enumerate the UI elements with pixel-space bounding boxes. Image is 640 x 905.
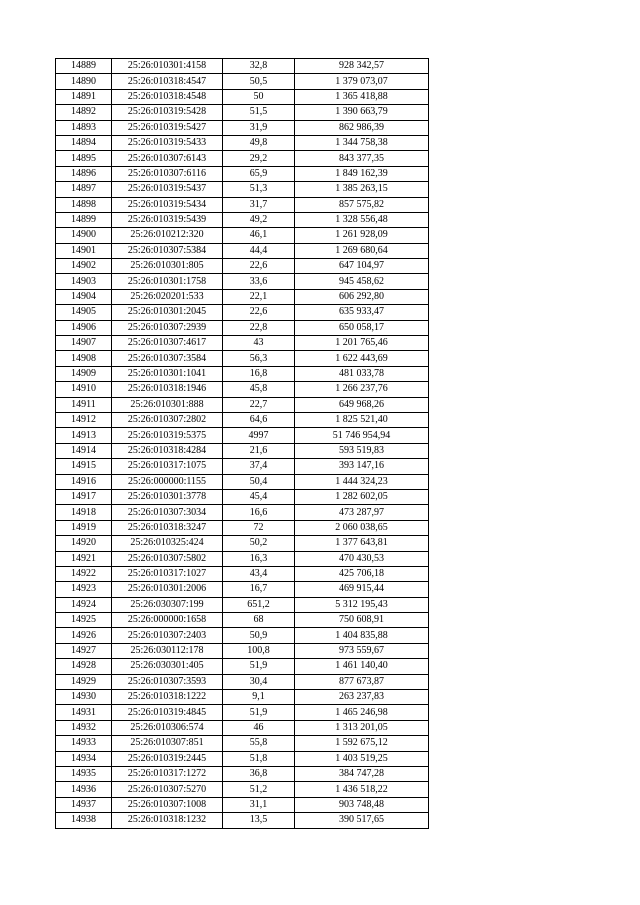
cadastral-number-cell: 25:26:010317:1272 <box>112 766 223 781</box>
area-cell: 16,6 <box>223 505 295 520</box>
area-cell: 50,5 <box>223 74 295 89</box>
table-row <box>56 782 429 797</box>
area-cell: 43 <box>223 336 295 351</box>
cadastral-value-cell: 469 915,44 <box>295 582 429 597</box>
cadastral-number-cell: 25:26:010301:2006 <box>112 582 223 597</box>
row-number-cell: 14925 <box>56 613 112 628</box>
table-row <box>56 428 429 443</box>
cadastral-value-cell: 1 444 324,23 <box>295 474 429 489</box>
cadastral-number-cell: 25:26:010318:1222 <box>112 690 223 705</box>
cadastral-value-cell: 877 673,87 <box>295 674 429 689</box>
area-cell: 29,2 <box>223 151 295 166</box>
table-row <box>56 274 429 289</box>
cadastral-value-cell: 390 517,65 <box>295 813 429 828</box>
area-cell: 51,8 <box>223 751 295 766</box>
cadastral-value-cell: 2 060 038,65 <box>295 520 429 535</box>
cadastral-value-cell: 1 313 201,05 <box>295 720 429 735</box>
cadastral-number-cell: 25:26:010318:4284 <box>112 443 223 458</box>
table-row <box>56 628 429 643</box>
table-row <box>56 751 429 766</box>
cadastral-value-cell: 1 849 162,39 <box>295 166 429 181</box>
cadastral-value-table <box>55 58 429 829</box>
row-number-cell: 14931 <box>56 705 112 720</box>
area-cell: 56,3 <box>223 351 295 366</box>
table-row <box>56 597 429 612</box>
table-row <box>56 690 429 705</box>
row-number-cell: 14890 <box>56 74 112 89</box>
cadastral-value-cell: 5 312 195,43 <box>295 597 429 612</box>
area-cell: 9,1 <box>223 690 295 705</box>
cadastral-value-cell: 1 201 765,46 <box>295 336 429 351</box>
cadastral-number-cell: 25:26:010212:320 <box>112 228 223 243</box>
row-number-cell: 14913 <box>56 428 112 443</box>
area-cell: 46,1 <box>223 228 295 243</box>
table-row <box>56 489 429 504</box>
row-number-cell: 14909 <box>56 366 112 381</box>
cadastral-number-cell: 25:26:010319:5434 <box>112 197 223 212</box>
row-number-cell: 14936 <box>56 782 112 797</box>
area-cell: 36,8 <box>223 766 295 781</box>
row-number-cell: 14921 <box>56 551 112 566</box>
cadastral-value-cell: 1 377 643,81 <box>295 536 429 551</box>
area-cell: 37,4 <box>223 459 295 474</box>
cadastral-value-cell: 1 404 835,88 <box>295 628 429 643</box>
row-number-cell: 14915 <box>56 459 112 474</box>
area-cell: 46 <box>223 720 295 735</box>
table-row <box>56 766 429 781</box>
cadastral-value-cell: 1 269 680,64 <box>295 243 429 258</box>
table-row <box>56 736 429 751</box>
area-cell: 49,2 <box>223 212 295 227</box>
cadastral-number-cell: 25:26:010307:851 <box>112 736 223 751</box>
cadastral-value-cell: 647 104,97 <box>295 259 429 274</box>
row-number-cell: 14902 <box>56 259 112 274</box>
cadastral-value-cell: 928 342,57 <box>295 59 429 74</box>
table-row <box>56 351 429 366</box>
row-number-cell: 14919 <box>56 520 112 535</box>
area-cell: 51,9 <box>223 659 295 674</box>
table-row <box>56 705 429 720</box>
table-row <box>56 582 429 597</box>
row-number-cell: 14912 <box>56 412 112 427</box>
area-cell: 32,8 <box>223 59 295 74</box>
table-row <box>56 305 429 320</box>
cadastral-number-cell: 25:26:010318:3247 <box>112 520 223 535</box>
table-body <box>56 59 429 829</box>
area-cell: 651,2 <box>223 597 295 612</box>
cadastral-value-cell: 1 266 237,76 <box>295 382 429 397</box>
row-number-cell: 14892 <box>56 105 112 120</box>
row-number-cell: 14914 <box>56 443 112 458</box>
cadastral-value-cell: 903 748,48 <box>295 797 429 812</box>
cadastral-number-cell: 25:26:010319:5428 <box>112 105 223 120</box>
row-number-cell: 14924 <box>56 597 112 612</box>
cadastral-number-cell: 25:26:010301:1758 <box>112 274 223 289</box>
cadastral-value-cell: 606 292,80 <box>295 289 429 304</box>
cadastral-number-cell: 25:26:000000:1658 <box>112 613 223 628</box>
cadastral-number-cell: 25:26:010307:5270 <box>112 782 223 797</box>
row-number-cell: 14897 <box>56 182 112 197</box>
cadastral-value-cell: 1 328 556,48 <box>295 212 429 227</box>
table-row <box>56 659 429 674</box>
cadastral-number-cell: 25:26:010301:2045 <box>112 305 223 320</box>
area-cell: 16,3 <box>223 551 295 566</box>
cadastral-number-cell: 25:26:030307:199 <box>112 597 223 612</box>
cadastral-value-cell: 1 465 246,98 <box>295 705 429 720</box>
cadastral-value-cell: 1 390 663,79 <box>295 105 429 120</box>
cadastral-value-cell: 425 706,18 <box>295 566 429 581</box>
cadastral-number-cell: 25:26:010301:4158 <box>112 59 223 74</box>
cadastral-number-cell: 25:26:000000:1155 <box>112 474 223 489</box>
table-row <box>56 551 429 566</box>
area-cell: 45,8 <box>223 382 295 397</box>
table-row <box>56 813 429 828</box>
table-row <box>56 259 429 274</box>
row-number-cell: 14930 <box>56 690 112 705</box>
row-number-cell: 14907 <box>56 336 112 351</box>
cadastral-number-cell: 25:26:010317:1027 <box>112 566 223 581</box>
cadastral-value-cell: 843 377,35 <box>295 151 429 166</box>
area-cell: 51,5 <box>223 105 295 120</box>
row-number-cell: 14916 <box>56 474 112 489</box>
table-row <box>56 613 429 628</box>
table-row <box>56 59 429 74</box>
row-number-cell: 14889 <box>56 59 112 74</box>
cadastral-number-cell: 25:26:010318:1232 <box>112 813 223 828</box>
area-cell: 65,9 <box>223 166 295 181</box>
area-cell: 33,6 <box>223 274 295 289</box>
area-cell: 51,3 <box>223 182 295 197</box>
row-number-cell: 14929 <box>56 674 112 689</box>
row-number-cell: 14911 <box>56 397 112 412</box>
cadastral-value-cell: 862 986,39 <box>295 120 429 135</box>
row-number-cell: 14908 <box>56 351 112 366</box>
area-cell: 43,4 <box>223 566 295 581</box>
table-row <box>56 397 429 412</box>
row-number-cell: 14927 <box>56 643 112 658</box>
row-number-cell: 14906 <box>56 320 112 335</box>
area-cell: 22,1 <box>223 289 295 304</box>
cadastral-number-cell: 25:26:010318:1946 <box>112 382 223 397</box>
table-row <box>56 720 429 735</box>
table-row <box>56 474 429 489</box>
cadastral-value-cell: 650 058,17 <box>295 320 429 335</box>
cadastral-number-cell: 25:26:010307:5802 <box>112 551 223 566</box>
row-number-cell: 14896 <box>56 166 112 181</box>
table-row <box>56 228 429 243</box>
cadastral-number-cell: 25:26:010325:424 <box>112 536 223 551</box>
table-row <box>56 566 429 581</box>
area-cell: 50 <box>223 89 295 104</box>
cadastral-number-cell: 25:26:010301:3778 <box>112 489 223 504</box>
cadastral-value-cell: 635 933,47 <box>295 305 429 320</box>
cadastral-value-cell: 945 458,62 <box>295 274 429 289</box>
area-cell: 4997 <box>223 428 295 443</box>
row-number-cell: 14893 <box>56 120 112 135</box>
cadastral-value-cell: 384 747,28 <box>295 766 429 781</box>
cadastral-value-cell: 1 385 263,15 <box>295 182 429 197</box>
row-number-cell: 14933 <box>56 736 112 751</box>
row-number-cell: 14901 <box>56 243 112 258</box>
area-cell: 68 <box>223 613 295 628</box>
area-cell: 16,7 <box>223 582 295 597</box>
table-row <box>56 151 429 166</box>
cadastral-value-cell: 1 403 519,25 <box>295 751 429 766</box>
cadastral-value-cell: 470 430,53 <box>295 551 429 566</box>
cadastral-value-cell: 1 825 521,40 <box>295 412 429 427</box>
row-number-cell: 14917 <box>56 489 112 504</box>
table-row <box>56 797 429 812</box>
cadastral-number-cell: 25:26:010307:2939 <box>112 320 223 335</box>
table-row <box>56 382 429 397</box>
cadastral-value-cell: 1 622 443,69 <box>295 351 429 366</box>
cadastral-number-cell: 25:26:020201:533 <box>112 289 223 304</box>
row-number-cell: 14905 <box>56 305 112 320</box>
cadastral-number-cell: 25:26:010301:1041 <box>112 366 223 381</box>
table-row <box>56 520 429 535</box>
cadastral-number-cell: 25:26:010319:5375 <box>112 428 223 443</box>
cadastral-value-cell: 1 344 758,38 <box>295 135 429 150</box>
area-cell: 45,4 <box>223 489 295 504</box>
row-number-cell: 14935 <box>56 766 112 781</box>
table-row <box>56 120 429 135</box>
cadastral-number-cell: 25:26:010307:3593 <box>112 674 223 689</box>
cadastral-value-cell: 973 559,67 <box>295 643 429 658</box>
row-number-cell: 14900 <box>56 228 112 243</box>
table-row <box>56 74 429 89</box>
cadastral-number-cell: 25:26:010319:5439 <box>112 212 223 227</box>
area-cell: 31,1 <box>223 797 295 812</box>
row-number-cell: 14891 <box>56 89 112 104</box>
row-number-cell: 14922 <box>56 566 112 581</box>
cadastral-value-cell: 1 365 418,88 <box>295 89 429 104</box>
row-number-cell: 14926 <box>56 628 112 643</box>
cadastral-number-cell: 25:26:010301:888 <box>112 397 223 412</box>
table-row <box>56 289 429 304</box>
cadastral-number-cell: 25:26:010318:4547 <box>112 74 223 89</box>
row-number-cell: 14937 <box>56 797 112 812</box>
table-row <box>56 212 429 227</box>
row-number-cell: 14898 <box>56 197 112 212</box>
cadastral-number-cell: 25:26:010319:4845 <box>112 705 223 720</box>
cadastral-number-cell: 25:26:010307:1008 <box>112 797 223 812</box>
cadastral-number-cell: 25:26:010319:5437 <box>112 182 223 197</box>
area-cell: 55,8 <box>223 736 295 751</box>
table-row <box>56 105 429 120</box>
row-number-cell: 14938 <box>56 813 112 828</box>
row-number-cell: 14903 <box>56 274 112 289</box>
cadastral-value-cell: 473 287,97 <box>295 505 429 520</box>
cadastral-number-cell: 25:26:010307:3584 <box>112 351 223 366</box>
cadastral-value-cell: 1 592 675,12 <box>295 736 429 751</box>
cadastral-value-cell: 481 033,78 <box>295 366 429 381</box>
table-row <box>56 89 429 104</box>
area-cell: 100,8 <box>223 643 295 658</box>
table-row <box>56 366 429 381</box>
table-row <box>56 536 429 551</box>
table-row <box>56 505 429 520</box>
row-number-cell: 14894 <box>56 135 112 150</box>
cadastral-number-cell: 25:26:010317:1075 <box>112 459 223 474</box>
table-row <box>56 412 429 427</box>
cadastral-value-cell: 593 519,83 <box>295 443 429 458</box>
cadastral-number-cell: 25:26:010319:2445 <box>112 751 223 766</box>
cadastral-value-cell: 1 379 073,07 <box>295 74 429 89</box>
cadastral-value-cell: 1 282 602,05 <box>295 489 429 504</box>
area-cell: 44,4 <box>223 243 295 258</box>
cadastral-value-cell: 649 968,26 <box>295 397 429 412</box>
area-cell: 64,6 <box>223 412 295 427</box>
cadastral-number-cell: 25:26:010307:6116 <box>112 166 223 181</box>
cadastral-value-cell: 51 746 954,94 <box>295 428 429 443</box>
row-number-cell: 14920 <box>56 536 112 551</box>
cadastral-number-cell: 25:26:010318:4548 <box>112 89 223 104</box>
cadastral-number-cell: 25:26:010307:6143 <box>112 151 223 166</box>
cadastral-number-cell: 25:26:010306:574 <box>112 720 223 735</box>
area-cell: 51,2 <box>223 782 295 797</box>
table-row <box>56 336 429 351</box>
row-number-cell: 14904 <box>56 289 112 304</box>
cadastral-value-cell: 393 147,16 <box>295 459 429 474</box>
cadastral-value-cell: 1 436 518,22 <box>295 782 429 797</box>
row-number-cell: 14899 <box>56 212 112 227</box>
area-cell: 21,6 <box>223 443 295 458</box>
area-cell: 31,9 <box>223 120 295 135</box>
table-row <box>56 197 429 212</box>
cadastral-number-cell: 25:26:010307:2403 <box>112 628 223 643</box>
cadastral-value-cell: 1 461 140,40 <box>295 659 429 674</box>
table-row <box>56 643 429 658</box>
table-row <box>56 674 429 689</box>
cadastral-number-cell: 25:26:010319:5427 <box>112 120 223 135</box>
cadastral-number-cell: 25:26:030301:405 <box>112 659 223 674</box>
row-number-cell: 14934 <box>56 751 112 766</box>
cadastral-number-cell: 25:26:010307:5384 <box>112 243 223 258</box>
cadastral-number-cell: 25:26:010319:5433 <box>112 135 223 150</box>
cadastral-value-cell: 1 261 928,09 <box>295 228 429 243</box>
area-cell: 50,9 <box>223 628 295 643</box>
table-row <box>56 459 429 474</box>
row-number-cell: 14895 <box>56 151 112 166</box>
area-cell: 49,8 <box>223 135 295 150</box>
table-row <box>56 166 429 181</box>
cadastral-number-cell: 25:26:010307:4617 <box>112 336 223 351</box>
table-row <box>56 243 429 258</box>
area-cell: 22,7 <box>223 397 295 412</box>
cadastral-number-cell: 25:26:010307:3034 <box>112 505 223 520</box>
cadastral-number-cell: 25:26:030112:178 <box>112 643 223 658</box>
area-cell: 13,5 <box>223 813 295 828</box>
table-row <box>56 135 429 150</box>
cadastral-value-cell: 263 237,83 <box>295 690 429 705</box>
cadastral-number-cell: 25:26:010307:2802 <box>112 412 223 427</box>
cadastral-value-cell: 857 575,82 <box>295 197 429 212</box>
area-cell: 30,4 <box>223 674 295 689</box>
row-number-cell: 14918 <box>56 505 112 520</box>
table-row <box>56 320 429 335</box>
area-cell: 72 <box>223 520 295 535</box>
area-cell: 51,9 <box>223 705 295 720</box>
table-row <box>56 443 429 458</box>
cadastral-value-cell: 750 608,91 <box>295 613 429 628</box>
area-cell: 31,7 <box>223 197 295 212</box>
cadastral-number-cell: 25:26:010301:805 <box>112 259 223 274</box>
area-cell: 50,2 <box>223 536 295 551</box>
row-number-cell: 14928 <box>56 659 112 674</box>
area-cell: 16,8 <box>223 366 295 381</box>
area-cell: 22,6 <box>223 305 295 320</box>
area-cell: 22,6 <box>223 259 295 274</box>
table-row <box>56 182 429 197</box>
row-number-cell: 14923 <box>56 582 112 597</box>
area-cell: 22,8 <box>223 320 295 335</box>
row-number-cell: 14910 <box>56 382 112 397</box>
area-cell: 50,4 <box>223 474 295 489</box>
row-number-cell: 14932 <box>56 720 112 735</box>
